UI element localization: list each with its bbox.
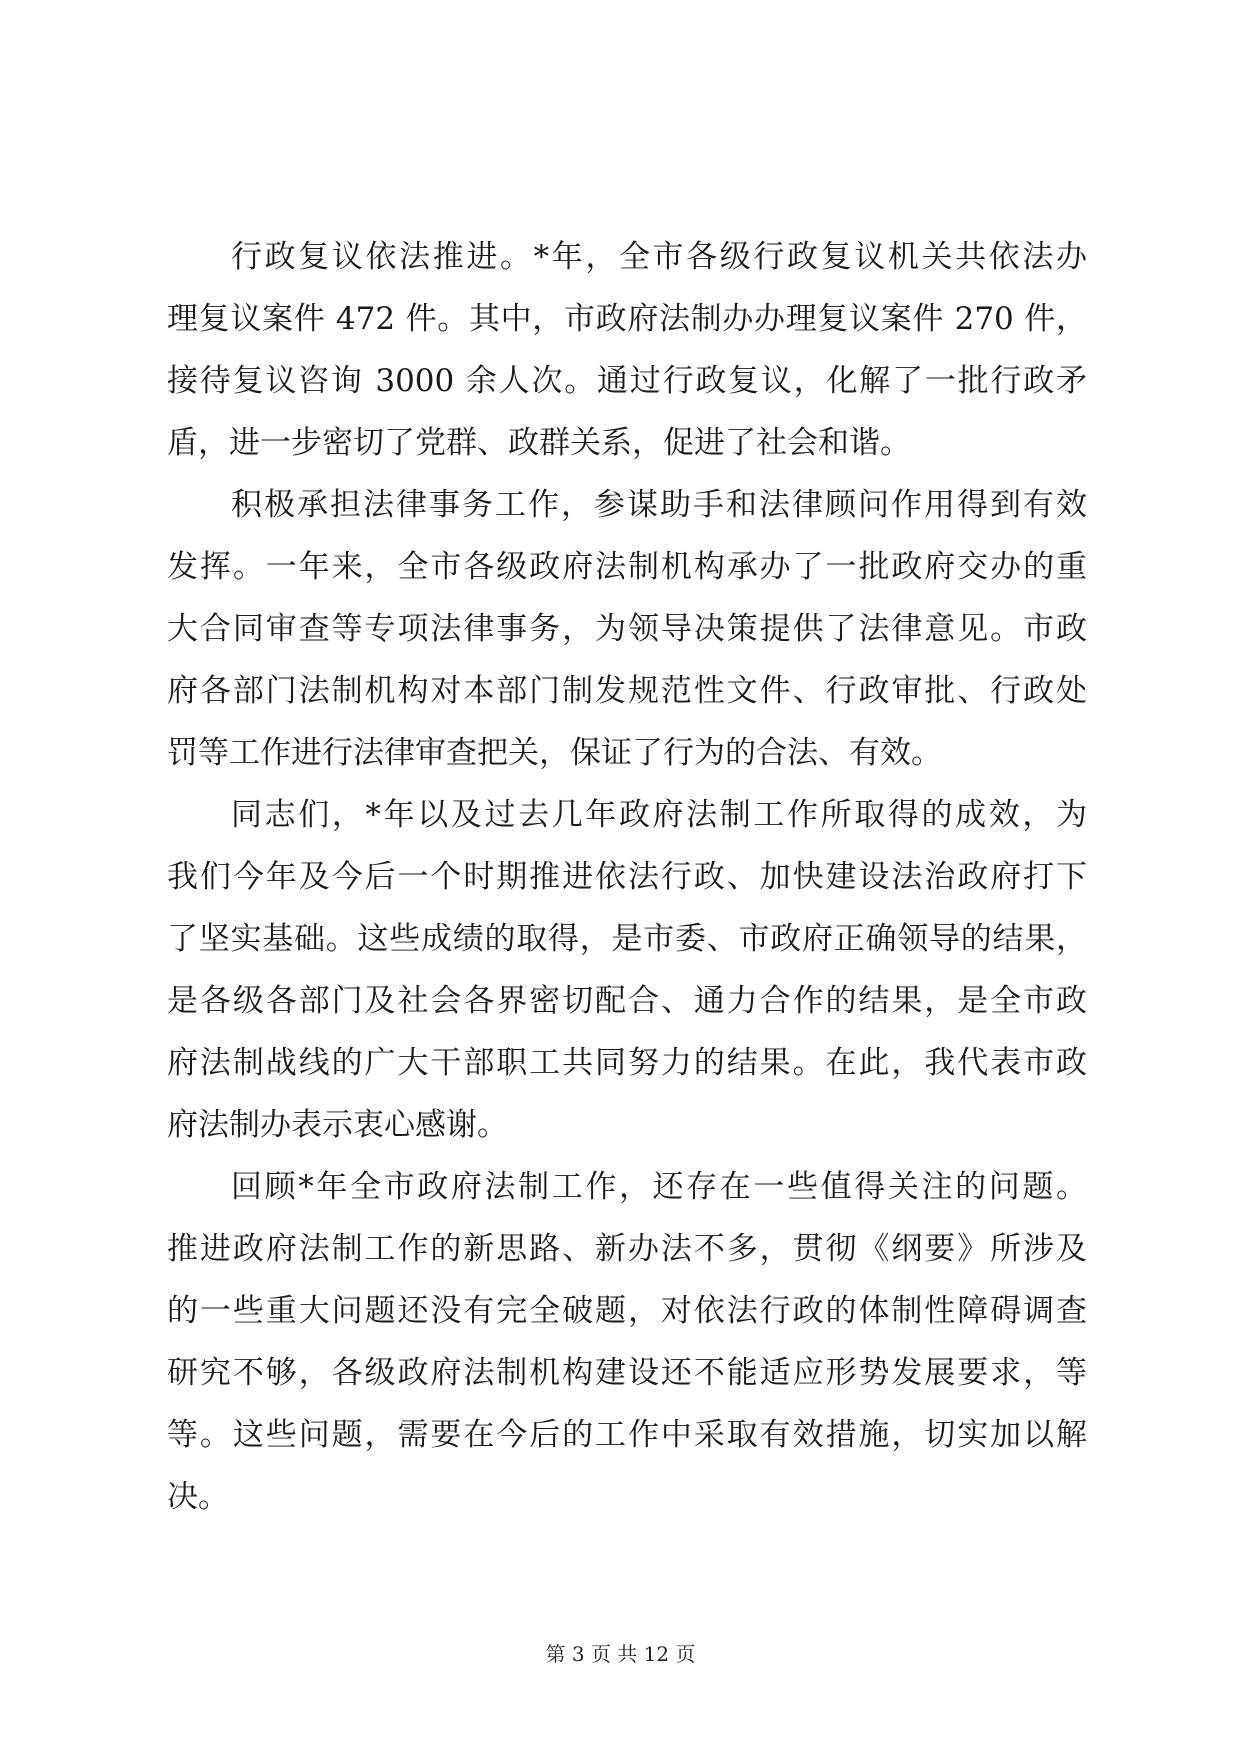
text-line: 府各部门法制机构对本部门制发规范性文件、行政审批、行政处	[167, 673, 1087, 709]
paragraph	[167, 784, 1087, 1156]
text-line: 行政复议依法推进。*年，全市各级行政复议机关共依法办	[231, 239, 1087, 275]
text-line: 同志们，*年以及过去几年政府法制工作所取得的成效，为	[231, 797, 1087, 833]
text-line: 积极承担法律事务工作，参谋助手和法律顾问作用得到有效	[231, 487, 1087, 523]
text-line: 推进政府法制工作的新思路、新办法不多，贯彻《纲要》所涉及	[167, 1231, 1087, 1267]
text-line: 研究不够，各级政府法制机构建设还不能适应形势发展要求，等	[167, 1355, 1087, 1391]
text-line: 的一些重大问题还没有完全破题，对依法行政的体制性障碍调查	[167, 1293, 1087, 1329]
text-line: 了坚实基础。这些成绩的取得，是市委、市政府正确领导的结果，	[167, 921, 1087, 957]
paragraph	[167, 474, 1087, 784]
page-number: 第 3 页 共 12 页	[545, 1642, 696, 1666]
document-body	[167, 226, 1087, 1528]
paragraph	[167, 1156, 1087, 1528]
text-line: 等。这些问题，需要在今后的工作中采取有效措施，切实加以解	[167, 1417, 1087, 1453]
text-line: 接待复议咨询 3000 余人次。通过行政复议，化解了一批行政矛	[167, 363, 1087, 399]
text-line: 我们今年及今后一个时期推进依法行政、加快建设法治政府打下	[167, 859, 1087, 895]
text-line: 罚等工作进行法律审查把关，保证了行为的合法、有效。	[167, 735, 942, 771]
text-line: 是各级各部门及社会各界密切配合、通力合作的结果，是全市政	[167, 983, 1087, 1019]
paragraph	[167, 226, 1087, 474]
text-line: 府法制办表示衷心感谢。	[167, 1107, 508, 1143]
text-line: 决。	[167, 1479, 229, 1515]
text-line: 发挥。一年来，全市各级政府法制机构承办了一批政府交办的重	[167, 549, 1087, 585]
text-line: 盾，进一步密切了党群、政群关系，促进了社会和谐。	[167, 425, 911, 461]
text-line: 大合同审查等专项法律事务，为领导决策提供了法律意见。市政	[167, 611, 1087, 647]
text-line: 府法制战线的广大干部职工共同努力的结果。在此，我代表市政	[167, 1045, 1087, 1081]
text-line: 回顾*年全市政府法制工作，还存在一些值得关注的问题。	[231, 1169, 1087, 1205]
text-line: 理复议案件 472 件。其中，市政府法制办办理复议案件 270 件，	[167, 301, 1087, 337]
page-footer	[0, 1640, 1241, 1668]
